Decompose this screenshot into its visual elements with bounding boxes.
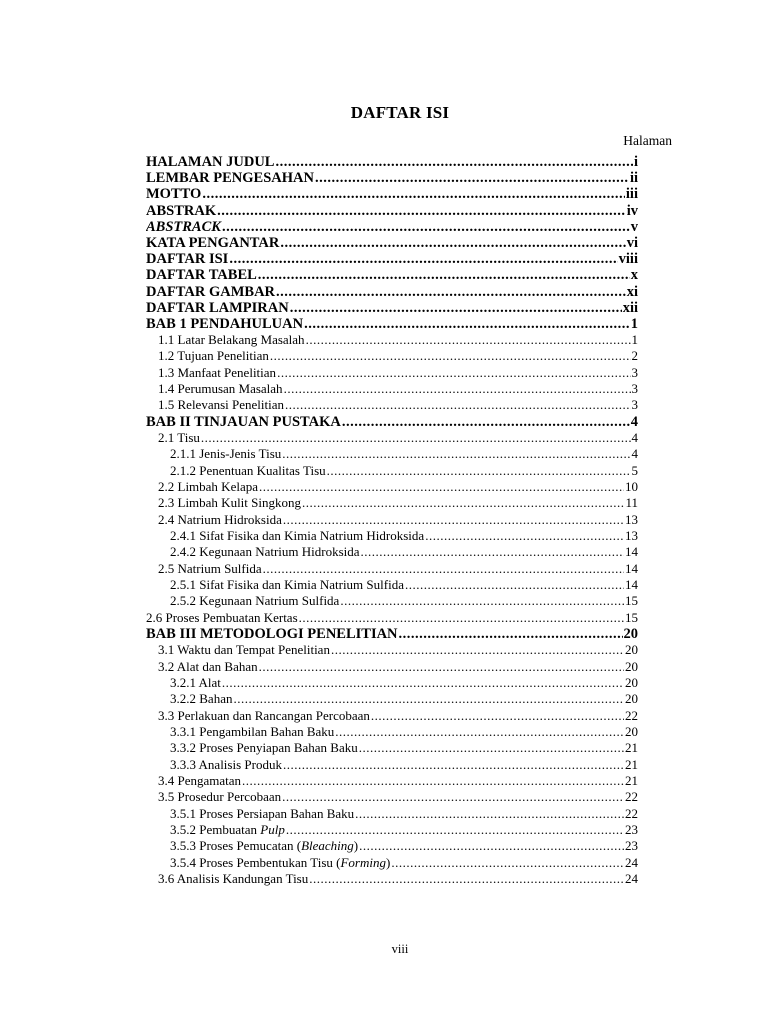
toc-entry-label-part: 3.5.1 Proses Persiapan Bahan Baku (170, 805, 355, 821)
toc-entry-label (146, 838, 358, 854)
toc-dot-leader (302, 495, 624, 511)
toc-dot-leader (342, 414, 630, 430)
toc-page-number: 13 (625, 511, 638, 527)
toc-entry-label-part: LEMBAR PENGESAHAN (146, 170, 314, 187)
toc-entry-label-part: 3.5 Prosedur Percobaan (158, 789, 282, 805)
toc-entry-label-part: DAFTAR ISI (146, 251, 229, 268)
toc-entry-label (146, 219, 221, 235)
toc-entry-label-part: ) (385, 854, 391, 870)
toc-entry-label-part: MOTTO (146, 186, 202, 203)
toc-dot-leader (371, 708, 624, 724)
toc-entry-label (146, 610, 298, 626)
toc-entry-label-part: 2.3 Limbah Kulit Singkong (158, 495, 301, 511)
toc-page-number: v (630, 218, 638, 235)
toc-dot-leader (290, 300, 622, 316)
page-number: viii (391, 942, 409, 956)
toc-entry-label-part: Bleaching (301, 838, 354, 854)
toc-section-entry[interactable] (146, 675, 638, 691)
toc-entry-label-part: 1.4 Perumusan Masalah (158, 381, 283, 397)
toc-entry-label-part: 3.5.3 Proses Pemucatan ( (170, 838, 302, 854)
toc-chapter-entry[interactable] (146, 267, 638, 283)
toc-page-number: 1 (631, 332, 638, 348)
toc-entry-label (146, 855, 390, 871)
toc-entry-label-part: 2.2 Limbah Kelapa (158, 479, 258, 494)
toc-entry-label-part: BAB II TINJAUAN PUSTAKA (146, 413, 341, 430)
toc-page-number: 15 (625, 609, 638, 625)
toc-entry-label (146, 577, 404, 593)
toc-dot-leader (283, 512, 624, 528)
toc-page-number: 5 (631, 462, 638, 478)
toc-dot-leader (259, 659, 624, 675)
toc-section-entry[interactable] (146, 332, 638, 348)
toc-dot-leader (284, 381, 631, 397)
toc-dot-leader (327, 463, 631, 479)
toc-page-number: 23 (625, 838, 638, 854)
toc-section-entry[interactable] (146, 381, 638, 397)
toc-dot-leader (304, 316, 630, 332)
toc-entry-label (146, 561, 262, 577)
toc-dot-leader (331, 642, 624, 658)
toc-section-entry[interactable] (146, 855, 638, 871)
toc-page-number: 20 (625, 642, 638, 658)
toc-entry-label-part: 2.5.1 Sifat Fisika dan Kimia Natrium Sulfida (170, 577, 404, 593)
toc-entry-label (146, 724, 334, 740)
toc-dot-leader (276, 284, 626, 300)
toc-page-number: 22 (625, 789, 638, 805)
toc-entry-label-part: 3.3.1 Pengambilan Bahan Baku (170, 724, 335, 739)
toc-dot-leader (263, 561, 624, 577)
toc-entry-label (146, 235, 279, 251)
toc-entry-label-part: BAB 1 PENDAHULUAN (146, 315, 304, 332)
toc-page-number: ii (629, 170, 638, 187)
toc-dot-leader (359, 838, 624, 854)
toc-entry-label-part: 2.1.1 Jenis-Jenis Tisu (170, 446, 282, 462)
toc-entry-label (146, 544, 360, 560)
toc-dot-leader (202, 186, 625, 202)
toc-page-number: 23 (625, 822, 638, 838)
toc-section-entry[interactable] (146, 708, 638, 724)
toc-entry-label-part: 2.4 Natrium Hidroksida (158, 511, 282, 527)
toc-entry-label-part: 3.2.2 Bahan (170, 691, 233, 707)
toc-page-number: 13 (625, 528, 638, 544)
toc-section-entry[interactable] (146, 642, 638, 658)
toc-page-number: 14 (625, 577, 638, 593)
toc-entry-label (146, 446, 281, 462)
toc-entry-label-part: 3.6 Analisis Kandungan Tisu (158, 871, 309, 887)
toc-section-entry[interactable] (146, 512, 638, 528)
toc-entry-label-part: 1.1 Latar Belakang Masalah (158, 332, 305, 348)
page-column-label: Halaman (623, 133, 672, 148)
toc-section-entry[interactable] (146, 871, 638, 887)
toc-page-number: 4 (631, 446, 638, 462)
toc-dot-leader (399, 626, 623, 642)
toc-entry-label (146, 871, 308, 887)
toc-dot-leader (391, 855, 624, 871)
toc-dot-leader (282, 789, 624, 805)
toc-section-entry[interactable] (146, 806, 638, 822)
toc-dot-leader (217, 203, 626, 219)
toc-entry-label (146, 332, 305, 348)
toc-entry-label (146, 430, 200, 446)
toc-entry-label (146, 512, 282, 528)
toc-page-number: iv (626, 202, 638, 219)
toc-page-number: viii (618, 251, 638, 268)
toc-dot-leader (306, 332, 631, 348)
toc-page-number: 3 (631, 364, 638, 380)
toc-dot-leader (285, 397, 630, 413)
toc-section-entry[interactable] (146, 773, 638, 789)
toc-dot-leader (282, 446, 630, 462)
toc-entry-label-part: 3.5.2 Pembuatan (170, 822, 261, 838)
toc-section-entry[interactable] (146, 822, 638, 838)
toc-page-number: i (633, 154, 638, 170)
toc-entry-label-part: 3.3 Perlakuan dan Rancangan Percobaan (158, 707, 370, 723)
toc-section-entry[interactable] (146, 365, 638, 381)
toc-section-entry[interactable] (146, 463, 638, 479)
toc-page-number: 10 (625, 479, 638, 494)
toc-section-entry[interactable] (146, 397, 638, 413)
toc-chapter-entry[interactable] (146, 154, 638, 170)
toc-entry-label (146, 528, 424, 544)
toc-entry-label (146, 348, 269, 364)
toc-entry-label (146, 675, 221, 691)
toc-page-number: vi (626, 234, 638, 251)
toc-dot-leader (315, 170, 629, 186)
toc-entry-label (146, 170, 314, 186)
toc-chapter-entry[interactable] (146, 251, 638, 267)
toc-section-entry[interactable] (146, 446, 638, 462)
toc-page-number: 14 (625, 560, 638, 576)
toc-section-entry[interactable] (146, 838, 638, 854)
toc-dot-leader (335, 724, 624, 740)
toc-dot-leader (259, 479, 624, 495)
toc-entry-label (146, 300, 289, 316)
toc-dot-leader (258, 267, 630, 283)
toc-dot-leader (355, 806, 624, 822)
document-title: DAFTAR ISI (350, 103, 450, 122)
toc-entry-label (146, 463, 326, 479)
toc-entry-label-part: 1.3 Manfaat Penelitian (158, 364, 277, 380)
toc-chapter-entry[interactable] (146, 300, 638, 316)
toc-entry-label-part: 3.3.3 Analisis Produk (170, 756, 282, 772)
toc-section-entry[interactable] (146, 724, 638, 740)
toc-section-entry[interactable] (146, 495, 638, 511)
toc-section-entry[interactable] (146, 740, 638, 756)
toc-entry-label-part: HALAMAN JUDUL (146, 154, 275, 170)
toc-entry-label (146, 203, 216, 219)
toc-entry-label-part: KATA PENGANTAR (146, 234, 280, 251)
toc-entry-label (146, 154, 274, 170)
toc-section-entry[interactable] (146, 561, 638, 577)
toc-chapter-entry[interactable] (146, 626, 638, 642)
toc-entry-label-part: 1.5 Relevansi Penelitian (158, 397, 285, 413)
toc-entry-label-part: 2.4.2 Kegunaan Natrium Hidroksida (170, 544, 360, 560)
toc-page-number: 22 (625, 805, 638, 821)
toc-entry-label (146, 659, 258, 675)
toc-dot-leader (280, 235, 625, 251)
toc-entry-label (146, 642, 330, 658)
toc-page-number: 20 (625, 658, 638, 674)
toc-page-number: 20 (623, 626, 638, 643)
toc-entry-label (146, 316, 303, 332)
toc-entry-label-part: 2.6 Proses Pembuatan Kertas (146, 609, 298, 625)
toc-entry-label (146, 479, 258, 495)
toc-entry-label (146, 626, 398, 642)
toc-page-number: 4 (630, 413, 638, 430)
toc-entry-label-part: 3.4 Pengamatan (158, 773, 242, 789)
toc-dot-leader (277, 365, 630, 381)
toc-dot-leader (340, 593, 624, 609)
toc-entry-label-part: 2.5.2 Kegunaan Natrium Sulfida (170, 593, 340, 609)
toc-page-number: 24 (625, 871, 638, 887)
toc-section-entry[interactable] (146, 528, 638, 544)
toc-entry-label-part: 3.5.4 Proses Pembentukan Tisu ( (170, 854, 341, 870)
toc-page-number: 21 (625, 773, 638, 789)
toc-dot-leader (270, 348, 631, 364)
toc-dot-leader (299, 610, 624, 626)
toc-entry-label (146, 740, 358, 756)
toc-entry-label (146, 691, 232, 707)
toc-entry-label-part: ) (353, 838, 359, 854)
toc-page-number: 1 (630, 315, 638, 332)
toc-entry-label-part: BAB III METODOLOGI PENELITIAN (146, 626, 398, 643)
toc-entry-label-part: 3.2 Alat dan Bahan (158, 658, 258, 674)
toc-page-number: xii (622, 299, 638, 316)
toc-page-number: 15 (625, 593, 638, 609)
toc-dot-leader (222, 675, 624, 691)
toc-chapter-entry[interactable] (146, 186, 638, 202)
toc-section-entry[interactable] (146, 348, 638, 364)
toc-entry-label-part: 2.5 Natrium Sulfida (158, 560, 262, 576)
toc-entry-label-part: 1.2 Tujuan Penelitian (158, 348, 269, 364)
toc-page-number: 24 (625, 854, 638, 870)
toc-chapter-entry[interactable] (146, 170, 638, 186)
toc-entry-label (146, 267, 257, 283)
toc-chapter-entry[interactable] (146, 219, 638, 235)
toc-entry-label-part: 2.4.1 Sifat Fisika dan Kimia Natrium Hidroksida (170, 528, 425, 544)
toc-entry-label-part: DAFTAR TABEL (146, 267, 257, 284)
toc-chapter-entry[interactable] (146, 284, 638, 300)
toc-chapter-entry[interactable] (146, 235, 638, 251)
toc-dot-leader (359, 740, 624, 756)
toc-section-entry[interactable] (146, 593, 638, 609)
toc-entry-label-part: Forming (340, 854, 386, 870)
toc-section-entry[interactable] (146, 430, 638, 446)
toc-section-entry[interactable] (146, 577, 638, 593)
toc-entry-label-part: Pulp (260, 822, 285, 838)
toc-section-entry[interactable] (146, 691, 638, 707)
toc-page-number: 21 (625, 756, 638, 772)
toc-page-number: 20 (625, 691, 638, 707)
toc-section-entry[interactable] (146, 610, 638, 626)
toc-entry-label (146, 495, 301, 511)
toc-entry-label-part: ABSTRAK (146, 202, 217, 219)
toc-page-number: 3 (631, 381, 638, 397)
toc-page-number: 3 (631, 397, 638, 413)
toc-entry-label (146, 593, 339, 609)
toc-dot-leader (222, 219, 630, 235)
toc-entry-label-part: 2.1.2 Penentuan Kualitas Tisu (170, 462, 326, 478)
toc-dot-leader (361, 544, 624, 560)
toc-section-entry[interactable] (146, 479, 638, 495)
toc-entry-label (146, 708, 370, 724)
toc-page-number: 20 (625, 674, 638, 690)
toc-dot-leader (242, 773, 624, 789)
toc-page-number: 11 (625, 495, 638, 511)
toc-chapter-entry[interactable] (146, 414, 638, 430)
toc-entry-label (146, 822, 285, 838)
toc-entry-label (146, 251, 228, 267)
toc-dot-leader (275, 154, 632, 170)
toc-page-number: 21 (625, 740, 638, 756)
toc-page-number: 14 (625, 544, 638, 560)
toc-entry-label (146, 397, 284, 413)
toc-entry-label-part: 3.2.1 Alat (170, 674, 221, 690)
toc-entry-label (146, 284, 275, 300)
toc-entry-label (146, 757, 282, 773)
toc-dot-leader (233, 691, 624, 707)
toc-entry-label-part: DAFTAR GAMBAR (146, 283, 276, 300)
toc-entry-label (146, 365, 276, 381)
toc-dot-leader (405, 577, 624, 593)
toc-page-number: x (630, 267, 638, 284)
toc-entry-label (146, 414, 341, 430)
toc-dot-leader (309, 871, 624, 887)
toc-entry-label (146, 381, 283, 397)
table-of-contents (146, 154, 638, 887)
toc-dot-leader (283, 757, 624, 773)
toc-entry-label-part: ABSTRACK (146, 218, 221, 235)
toc-section-entry[interactable] (146, 757, 638, 773)
toc-page-number: 20 (625, 724, 638, 739)
toc-entry-label-part: 3.1 Waktu dan Tempat Penelitian (158, 642, 330, 658)
toc-entry-label (146, 789, 281, 805)
toc-section-entry[interactable] (146, 789, 638, 805)
toc-chapter-entry[interactable] (146, 203, 638, 219)
toc-entry-label-part: 2.1 Tisu (158, 429, 200, 445)
toc-chapter-entry[interactable] (146, 316, 638, 332)
toc-page-number: 22 (625, 707, 638, 723)
toc-section-entry[interactable] (146, 544, 638, 560)
toc-entry-label-part: 3.3.2 Proses Penyiapan Bahan Baku (170, 740, 358, 756)
toc-entry-label (146, 186, 201, 202)
toc-dot-leader (229, 251, 617, 267)
toc-dot-leader (201, 430, 631, 446)
toc-page-number: 2 (631, 348, 638, 364)
toc-section-entry[interactable] (146, 659, 638, 675)
toc-page-number: xi (626, 283, 638, 300)
toc-entry-label (146, 773, 241, 789)
toc-page-number: iii (625, 186, 638, 203)
toc-entry-label-part: DAFTAR LAMPIRAN (146, 299, 289, 316)
toc-dot-leader (425, 528, 624, 544)
toc-page-number: 4 (631, 429, 638, 445)
toc-entry-label (146, 806, 354, 822)
toc-dot-leader (286, 822, 624, 838)
